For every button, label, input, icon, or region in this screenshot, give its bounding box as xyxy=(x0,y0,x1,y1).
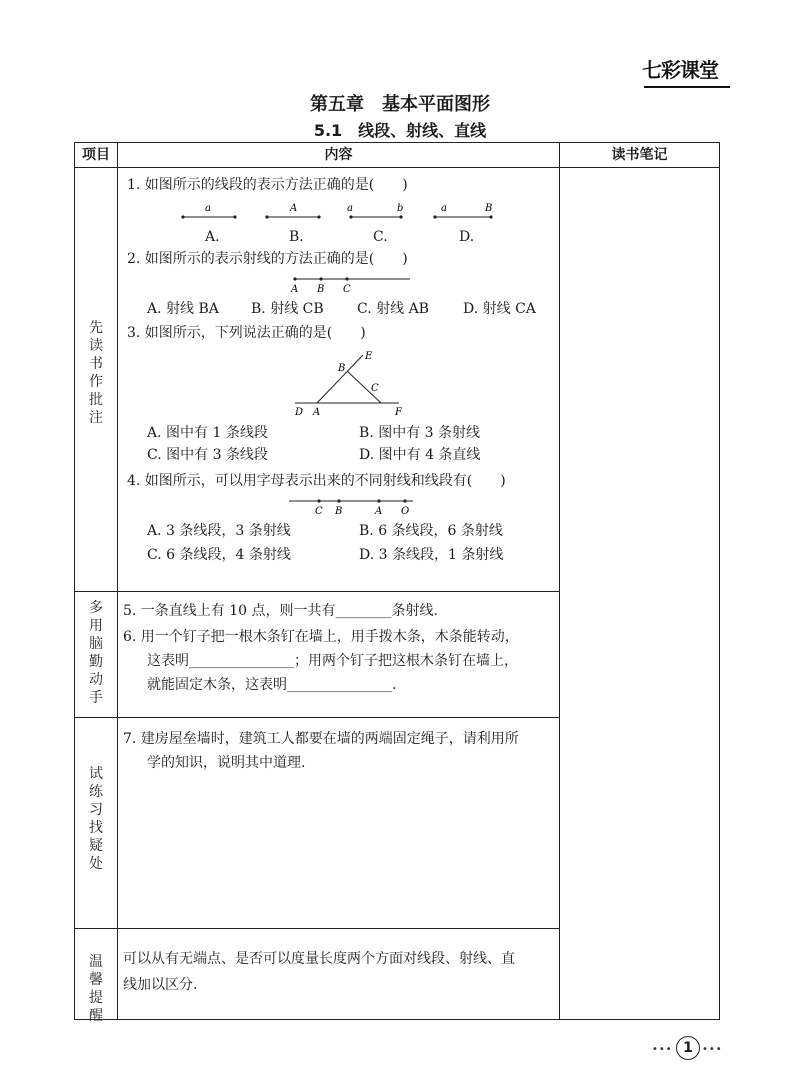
q4-label-B: B xyxy=(335,506,343,517)
question-6-line-2: 这表明_______________；用两个钉子把这根木条钉在墙上， xyxy=(147,653,518,669)
q2-option-d: D. 射线 CA xyxy=(463,301,536,317)
q4-figure xyxy=(285,495,425,519)
q1-label-A: A xyxy=(290,203,298,214)
q2-option-a: A. 射线 BA xyxy=(147,301,219,317)
q3-label-F: F xyxy=(395,407,402,417)
q2-label-B: B xyxy=(317,284,325,295)
section-title: 5.1 线段、射线、直线 xyxy=(313,121,487,140)
question-7-line-1: 7. 建房屋垒墙时，建筑工人都要在墙的两端固定绳子，请利用所 xyxy=(123,731,519,747)
q1-label-b: b xyxy=(397,203,404,214)
q3-option-b: B. 图中有 3 条射线 xyxy=(359,425,480,441)
q1-option-d: D. xyxy=(459,229,475,245)
q4-label-O: O xyxy=(401,506,410,517)
q2-option-c: C. 射线 AB xyxy=(357,301,429,317)
q1-label-a1: a xyxy=(205,203,211,214)
q2-label-C: C xyxy=(343,284,351,295)
q3-option-c: C. 图中有 3 条线段 xyxy=(147,447,268,463)
q1-label-a3: a xyxy=(441,203,447,214)
row-divider-2 xyxy=(75,717,559,718)
q4-option-a: A. 3 条线段，3 条射线 xyxy=(147,523,291,539)
column-divider-1 xyxy=(117,143,118,1019)
brand-text: 七彩课堂 xyxy=(642,58,718,82)
question-6-line-3: 就能固定木条，这表明_______________. xyxy=(147,677,397,693)
page-dots-left: ••• xyxy=(652,1044,673,1055)
q3-label-B: B xyxy=(338,363,346,374)
q3-label-E: E xyxy=(365,351,373,362)
q3-label-A: A xyxy=(313,407,321,417)
page-number-circle: 1 xyxy=(676,1036,700,1060)
q2-option-b: B. 射线 CB xyxy=(251,301,324,317)
tip-line-1: 可以从有无端点、是否可以度量长度两个方面对线段、射线、直 xyxy=(123,951,515,967)
section-label-read: 先读书 作批注 xyxy=(89,320,117,426)
section-label-think: 多用脑 勤动手 xyxy=(89,600,117,706)
q2-figure xyxy=(285,271,415,295)
tip-line-2: 线加以区分. xyxy=(123,977,198,993)
row-divider-1 xyxy=(75,591,559,592)
question-1: 1. 如图所示的线段的表示方法正确的是( ) xyxy=(127,177,408,193)
chapter-title: 第五章 基本平面图形 xyxy=(310,94,490,115)
header-notes: 读书笔记 xyxy=(611,147,668,163)
q1-option-c: C. xyxy=(373,229,388,245)
worksheet-table xyxy=(74,142,720,1024)
column-divider-2 xyxy=(559,143,560,1019)
q3-label-C: C xyxy=(371,383,379,394)
q3-figure xyxy=(285,349,415,417)
question-4: 4. 如图所示，可以用字母表示出来的不同射线和线段有( ) xyxy=(127,473,506,489)
q4-option-d: D. 3 条线段，1 条射线 xyxy=(359,547,504,563)
q3-option-d: D. 图中有 4 条直线 xyxy=(359,447,481,463)
q2-label-A: A xyxy=(291,284,299,295)
row-divider-3 xyxy=(75,928,559,929)
q1-label-a2: a xyxy=(347,203,353,214)
question-7-line-2: 学的知识，说明其中道理. xyxy=(147,755,306,771)
question-6-line-1: 6. 用一个钉子把一根木条钉在墙上，用手拨木条，木条能转动， xyxy=(123,629,519,645)
question-3: 3. 如图所示，下列说法正确的是( ) xyxy=(127,325,366,341)
section-label-practice: 试练习 找疑处 xyxy=(89,766,117,872)
q4-option-c: C. 6 条线段，4 条射线 xyxy=(147,547,291,563)
q4-label-A: A xyxy=(375,506,383,517)
brand-underline xyxy=(644,86,730,88)
header-item: 项目 xyxy=(82,147,110,163)
q1-option-b: B. xyxy=(289,229,304,245)
header-content: 内容 xyxy=(324,147,353,163)
question-5: 5. 一条直线上有 10 点，则一共有________条射线. xyxy=(123,603,438,619)
q4-label-C: C xyxy=(315,506,323,517)
page-dots-right: ••• xyxy=(702,1044,723,1055)
section-label-tip: 温馨提醒 xyxy=(89,954,103,1024)
q1-figure xyxy=(175,199,515,229)
q4-option-b: B. 6 条线段，6 条射线 xyxy=(359,523,503,539)
q1-label-B: B xyxy=(485,203,493,214)
q3-label-D: D xyxy=(295,407,304,417)
q3-option-a: A. 图中有 1 条线段 xyxy=(147,425,268,441)
page-number xyxy=(652,1036,722,1060)
header-divider xyxy=(75,167,719,168)
q1-option-a: A. xyxy=(205,229,220,245)
brand-logo xyxy=(642,46,732,86)
question-2: 2. 如图所示的表示射线的方法正确的是( ) xyxy=(127,251,408,267)
